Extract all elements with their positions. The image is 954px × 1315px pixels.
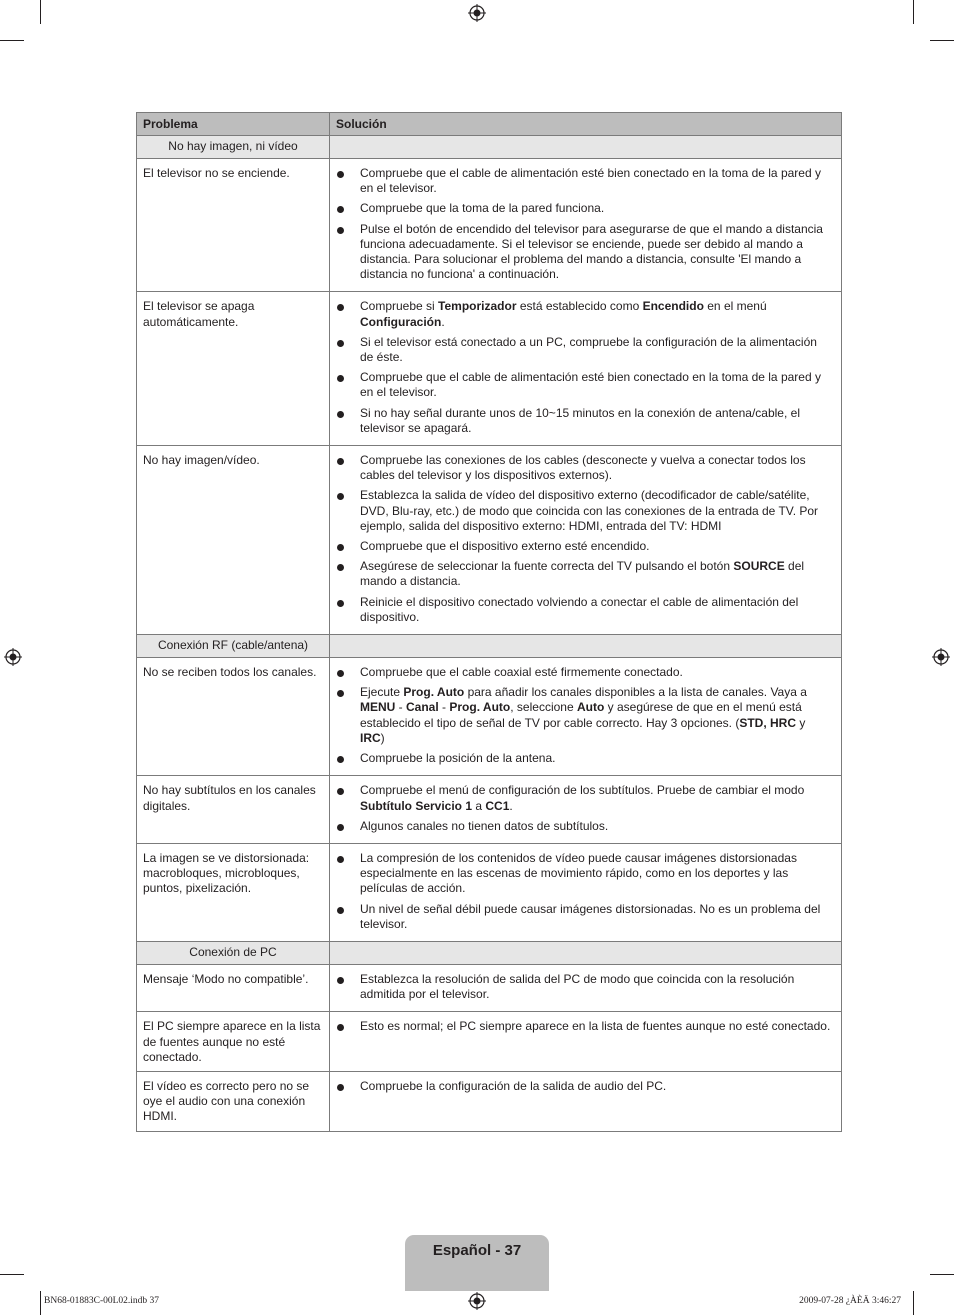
solution-item: La compresión de los contenidos de vídeo puede causar imágenes distorsionadas especialmente en las escenas de movimiento rápido, como en los deportes y las películas de acción. bbox=[336, 851, 831, 897]
solution-item: Un nivel de señal débil puede causar imágenes distorsionadas. No es un problema del televisor. bbox=[336, 902, 831, 932]
section-row bbox=[137, 136, 842, 159]
solution-cell bbox=[330, 159, 842, 292]
table-row bbox=[137, 446, 842, 635]
problem-cell: El PC siempre aparece en la lista de fuentes aunque no esté conectado. bbox=[137, 1012, 330, 1072]
solution-item: Ejecute Prog. Auto para añadir los canales disponibles a la lista de canales. Vaya a MENU - Canal - Prog. Auto, seleccione Auto y asegúrese de que en el menú está establecido el tipo de señal de TV por cable correcto. Hay 3 opciones. (STD, HRC y IRC) bbox=[336, 685, 831, 746]
problem-column-header: Problema bbox=[137, 113, 330, 136]
solution-item: Compruebe que la toma de la pared funciona. bbox=[336, 201, 831, 216]
solution-cell bbox=[330, 964, 842, 1011]
solution-cell bbox=[330, 658, 842, 776]
solution-list bbox=[336, 453, 831, 625]
crop-mark bbox=[40, 0, 41, 24]
troubleshooting-table bbox=[136, 112, 842, 1132]
problem-cell: No hay subtítulos en los canales digitales. bbox=[137, 776, 330, 844]
problem-cell: El vídeo es correcto pero no se oye el audio con una conexión HDMI. bbox=[137, 1071, 330, 1131]
crop-mark bbox=[930, 40, 954, 41]
table-row bbox=[137, 1012, 842, 1072]
solution-item: Esto es normal; el PC siempre aparece en la lista de fuentes aunque no esté conectado. bbox=[336, 1019, 831, 1034]
table-row bbox=[137, 964, 842, 1011]
solution-item: Compruebe las conexiones de los cables (desconecte y vuelva a conectar todos los cables del televisor y los dispositivos externos). bbox=[336, 453, 831, 483]
registration-mark-icon bbox=[932, 648, 950, 666]
problem-cell: Mensaje ‘Modo no compatible’. bbox=[137, 964, 330, 1011]
solution-cell bbox=[330, 292, 842, 446]
solution-item: Compruebe la posición de la antena. bbox=[336, 751, 831, 766]
solution-item: Compruebe que el dispositivo externo esté encendido. bbox=[336, 539, 831, 554]
solution-item: Establezca la salida de vídeo del dispositivo externo (decodificador de cable/satélite, DVD, Blu-ray, etc.) de modo que coincida con las conexiones de la entrada de TV. Por ejemplo, salida del dispositivo externo: HDMI, entrada del TV: HDMI bbox=[336, 488, 831, 534]
footer-timestamp: 2009-07-28 ¿ÀÈÄ 3:46:27 bbox=[799, 1296, 901, 1306]
section-title: Conexión RF (cable/antena) bbox=[137, 635, 330, 658]
solution-cell bbox=[330, 776, 842, 844]
crop-mark bbox=[930, 1274, 954, 1275]
solution-cell bbox=[330, 1012, 842, 1072]
registration-mark-icon bbox=[468, 4, 486, 22]
problem-cell: No hay imagen/vídeo. bbox=[137, 446, 330, 635]
solution-item: Asegúrese de seleccionar la fuente correcta del TV pulsando el botón SOURCE del mando a distancia. bbox=[336, 559, 831, 589]
solution-item: Si no hay señal durante unos de 10~15 minutos en la conexión de antena/cable, el televisor se apagará. bbox=[336, 406, 831, 436]
crop-mark bbox=[40, 1291, 41, 1315]
table-body bbox=[137, 136, 842, 1132]
section-title: Conexión de PC bbox=[137, 941, 330, 964]
solution-list bbox=[336, 166, 831, 282]
solution-list bbox=[336, 851, 831, 932]
solution-list bbox=[336, 1079, 831, 1094]
table-row bbox=[137, 1071, 842, 1131]
solution-item: Compruebe que el cable de alimentación esté bien conectado en la toma de la pared y en el televisor. bbox=[336, 370, 831, 400]
solution-item: Compruebe que el cable coaxial esté firmemente conectado. bbox=[336, 665, 831, 680]
solution-item: Si el televisor está conectado a un PC, compruebe la configuración de la alimentación de éste. bbox=[336, 335, 831, 365]
page-label: Español - 37 bbox=[432, 1242, 522, 1259]
solution-list bbox=[336, 972, 831, 1002]
registration-mark-icon bbox=[468, 1292, 486, 1310]
solution-list bbox=[336, 783, 831, 834]
solution-item: Algunos canales no tienen datos de subtítulos. bbox=[336, 819, 831, 834]
problem-cell: El televisor se apaga automáticamente. bbox=[137, 292, 330, 446]
crop-mark bbox=[0, 1274, 24, 1275]
solution-item: Compruebe la configuración de la salida de audio del PC. bbox=[336, 1079, 831, 1094]
crop-mark bbox=[913, 1291, 914, 1315]
solution-item: Compruebe si Temporizador está establecido como Encendido en el menú Configuración. bbox=[336, 299, 831, 329]
table-row bbox=[137, 843, 842, 941]
section-empty-cell bbox=[330, 941, 842, 964]
table-header-row bbox=[137, 113, 842, 136]
solution-column-header: Solución bbox=[330, 113, 842, 136]
problem-cell: La imagen se ve distorsionada: macrobloques, microbloques, puntos, pixelización. bbox=[137, 843, 330, 941]
registration-mark-icon bbox=[4, 648, 22, 666]
solution-item: Reinicie el dispositivo conectado volviendo a conectar el cable de alimentación del dispositivo. bbox=[336, 595, 831, 625]
solution-list bbox=[336, 299, 831, 436]
table-row bbox=[137, 159, 842, 292]
footer-file-info: BN68-01883C-00L02.indb 37 bbox=[44, 1296, 160, 1306]
section-empty-cell bbox=[330, 136, 842, 159]
problem-cell: No se reciben todos los canales. bbox=[137, 658, 330, 776]
solution-item: Compruebe el menú de configuración de los subtítulos. Pruebe de cambiar el modo Subtítulo Servicio 1 a CC1. bbox=[336, 783, 831, 813]
problem-cell: El televisor no se enciende. bbox=[137, 159, 330, 292]
crop-mark bbox=[913, 0, 914, 24]
solution-cell bbox=[330, 446, 842, 635]
table-row bbox=[137, 776, 842, 844]
table-row bbox=[137, 292, 842, 446]
solution-cell bbox=[330, 1071, 842, 1131]
section-title: No hay imagen, ni vídeo bbox=[137, 136, 330, 159]
section-empty-cell bbox=[330, 635, 842, 658]
page-number-tab bbox=[405, 1235, 549, 1291]
solution-list bbox=[336, 665, 831, 766]
section-row bbox=[137, 635, 842, 658]
solution-item: Compruebe que el cable de alimentación esté bien conectado en la toma de la pared y en el televisor. bbox=[336, 166, 831, 196]
solution-item: Establezca la resolución de salida del PC de modo que coincida con la resolución admitida por el televisor. bbox=[336, 972, 831, 1002]
crop-mark bbox=[0, 40, 24, 41]
solution-cell bbox=[330, 843, 842, 941]
solution-list bbox=[336, 1019, 831, 1034]
section-row bbox=[137, 941, 842, 964]
table-row bbox=[137, 658, 842, 776]
solution-item: Pulse el botón de encendido del televisor para asegurarse de que el mando a distancia funciona adecuadamente. Si el televisor se enciende, puede ser debido al mando a distancia. Para solucionar el problema del mando a distancia, consulte 'El mando a distancia no funciona' a continuación. bbox=[336, 222, 831, 283]
